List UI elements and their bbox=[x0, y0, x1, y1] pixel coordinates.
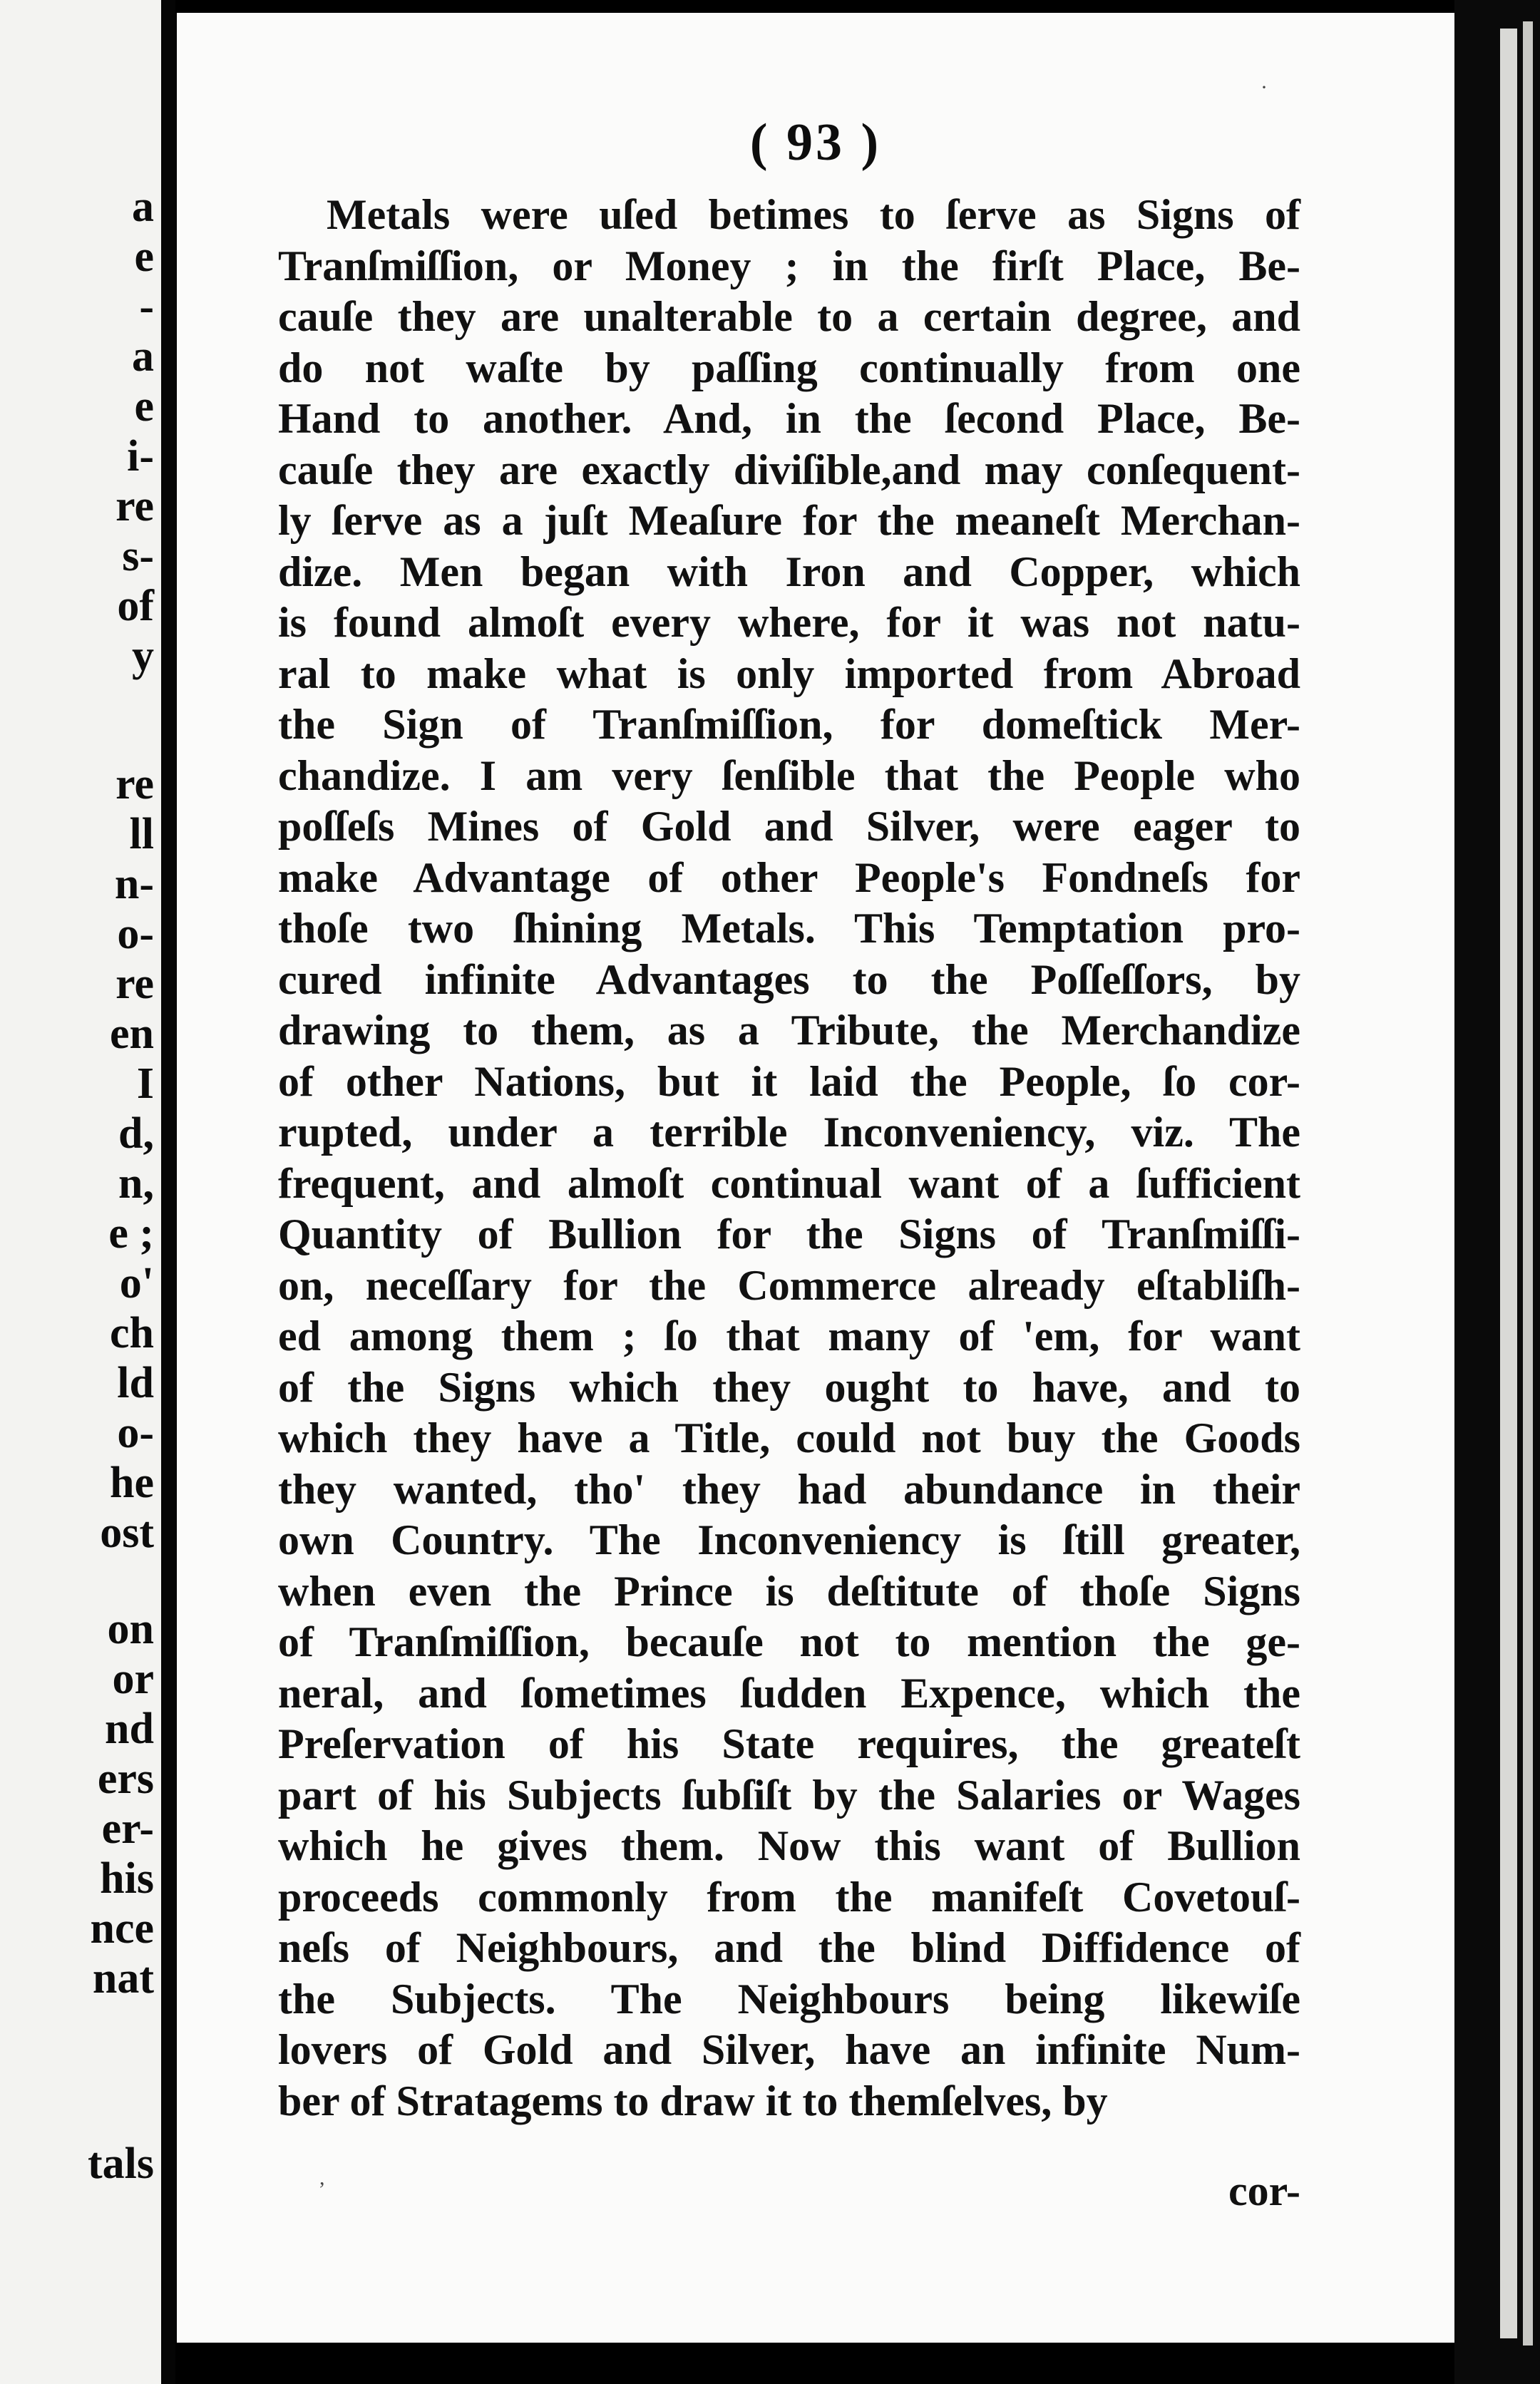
facing-page-fragment: re bbox=[115, 760, 154, 808]
facing-page-fragment: e bbox=[134, 382, 154, 431]
facing-page-fragment: nat bbox=[92, 1954, 154, 2003]
catchword: cor- bbox=[1228, 2167, 1300, 2214]
page-edge-2 bbox=[1523, 21, 1533, 2346]
text-line: cured infinite Advantages to the Poſſeſſors, by bbox=[278, 955, 1300, 1003]
facing-page-fragment: his bbox=[100, 1854, 154, 1903]
page-number: ( 93 ) bbox=[749, 113, 882, 172]
page-edge-1 bbox=[1500, 29, 1517, 2338]
text-line: Preſervation of his State requires, the greateſt bbox=[278, 1720, 1300, 1767]
text-line: when even the Prince is deſtitute of thoſe Signs bbox=[278, 1567, 1300, 1615]
facing-page-fragment: e bbox=[134, 232, 154, 281]
text-line: cauſe they are unalterable to a certain degree, and bbox=[278, 293, 1300, 340]
facing-page-fragment: o- bbox=[117, 1409, 154, 1457]
text-line: Metals were uſed betimes to ſerve as Signs of bbox=[327, 191, 1300, 238]
facing-page-fragment: a bbox=[132, 332, 154, 381]
text-line: ral to make what is only imported from Abroad bbox=[278, 649, 1300, 697]
facing-page-fragment: of bbox=[117, 582, 154, 630]
facing-page-fragment: tals bbox=[88, 2139, 154, 2188]
facing-page-fragment: ch bbox=[110, 1309, 154, 1357]
text-line: they wanted, tho' they had abundance in their bbox=[278, 1465, 1300, 1513]
text-line: which he gives them. Now this want of Bullion bbox=[278, 1822, 1300, 1869]
text-line: neſs of Neighbours, and the blind Diffidence of bbox=[278, 1924, 1300, 1971]
facing-page-fragment: nce bbox=[90, 1904, 154, 1953]
facing-page-fragment: o- bbox=[117, 910, 154, 958]
text-line: Hand to another. And, in the ſecond Place, Be- bbox=[278, 395, 1300, 442]
text-line: of the Signs which they ought to have, and to bbox=[278, 1363, 1300, 1411]
facing-page-fragment: o' bbox=[119, 1259, 154, 1307]
facing-page-fragment: on bbox=[107, 1605, 154, 1653]
text-line: is found almoſt every where, for it was not natu- bbox=[278, 599, 1300, 646]
text-line: rupted, under a terrible Inconveniency, viz. The bbox=[278, 1109, 1300, 1156]
facing-page-fragment: y bbox=[132, 632, 154, 680]
text-line: do not waſte by paſſing continually from one bbox=[278, 344, 1300, 391]
page-edges bbox=[1454, 0, 1540, 2384]
text-line: lovers of Gold and Silver, have an infinite Num- bbox=[278, 2026, 1300, 2073]
text-line: the Subjects. The Neighbours being likewiſe bbox=[278, 1975, 1300, 2023]
facing-page-fragment: ers bbox=[97, 1754, 154, 1803]
facing-page-fragment: e ; bbox=[108, 1209, 154, 1258]
facing-page-fragment: n- bbox=[114, 860, 154, 908]
speck-mark: , bbox=[319, 2166, 325, 2189]
facing-page-fragment: he bbox=[110, 1459, 154, 1507]
page-body-text bbox=[278, 190, 1300, 2127]
facing-page-fragment: re bbox=[115, 960, 154, 1008]
facing-page-fragment: d, bbox=[118, 1109, 154, 1158]
facing-page-fragment: ost bbox=[100, 1509, 154, 1557]
book-gutter bbox=[161, 0, 175, 2384]
book-page bbox=[177, 13, 1454, 2343]
text-line: of other Nations, but it laid the People, ſo cor- bbox=[278, 1057, 1300, 1105]
text-line: thoſe two ſhining Metals. This Temptation pro- bbox=[278, 905, 1300, 952]
text-line: of Tranſmiſſion, becauſe not to mention the ge- bbox=[278, 1618, 1300, 1665]
speck-mark: · bbox=[1261, 76, 1268, 99]
text-line: proceeds commonly from the manifeſt Covetouſ- bbox=[278, 1873, 1300, 1921]
facing-page-fragment: er- bbox=[101, 1804, 154, 1853]
facing-page-fragment: nd bbox=[105, 1705, 154, 1753]
facing-page-fragment: a bbox=[132, 183, 154, 231]
text-line: chandize. I am very ſenſible that the People who bbox=[278, 751, 1300, 799]
text-line: poſſeſs Mines of Gold and Silver, were eager to bbox=[278, 803, 1300, 850]
text-line: ly ſerve as a juſt Meaſure for the meaneſt Merchan- bbox=[278, 497, 1300, 544]
text-line: on, neceſſary for the Commerce already eſtabliſh- bbox=[278, 1261, 1300, 1309]
text-line: ed among them ; ſo that many of 'em, for want bbox=[278, 1312, 1300, 1360]
text-line: cauſe they are exactly diviſible,and may conſequent- bbox=[278, 446, 1300, 493]
text-line: make Advantage of other People's Fondneſs for bbox=[278, 853, 1300, 901]
text-line: frequent, and almoſt continual want of a ſufficient bbox=[278, 1159, 1300, 1207]
facing-page-fragment: i- bbox=[127, 432, 154, 481]
text-line: the Sign of Tranſmiſſion, for domeſtick Mer- bbox=[278, 701, 1300, 748]
text-line: Tranſmiſſion, or Money ; in the firſt Place, Be- bbox=[278, 242, 1300, 289]
facing-page-fragment: re bbox=[115, 482, 154, 530]
text-line: which they have a Title, could not buy the Goods bbox=[278, 1414, 1300, 1461]
text-line: ber of Stratagems to draw it to themſelves, by bbox=[278, 2077, 1108, 2124]
text-line: neral, and ſometimes ſudden Expence, which the bbox=[278, 1669, 1300, 1717]
facing-page-fragment: - bbox=[139, 282, 154, 331]
facing-page-fragment: en bbox=[110, 1009, 154, 1058]
text-line: Quantity of Bullion for the Signs of Tranſmiſſi- bbox=[278, 1211, 1300, 1258]
facing-page-fragment: n, bbox=[118, 1159, 154, 1208]
text-line: own Country. The Inconveniency is ſtill greater, bbox=[278, 1516, 1300, 1563]
facing-page-fragment: ll bbox=[129, 810, 154, 858]
text-line: drawing to them, as a Tribute, the Merchandize bbox=[278, 1007, 1300, 1054]
text-line: dize. Men began with Iron and Copper, which bbox=[278, 548, 1300, 595]
facing-page-fragment: s- bbox=[122, 532, 154, 580]
text-line: part of his Subjects ſubſiſt by the Salaries or Wages bbox=[278, 1771, 1300, 1819]
facing-page-fragment: ld bbox=[117, 1359, 154, 1407]
facing-page-edge bbox=[0, 0, 161, 2384]
facing-page-fragment: I bbox=[136, 1059, 154, 1108]
facing-page-fragment: or bbox=[112, 1655, 154, 1703]
